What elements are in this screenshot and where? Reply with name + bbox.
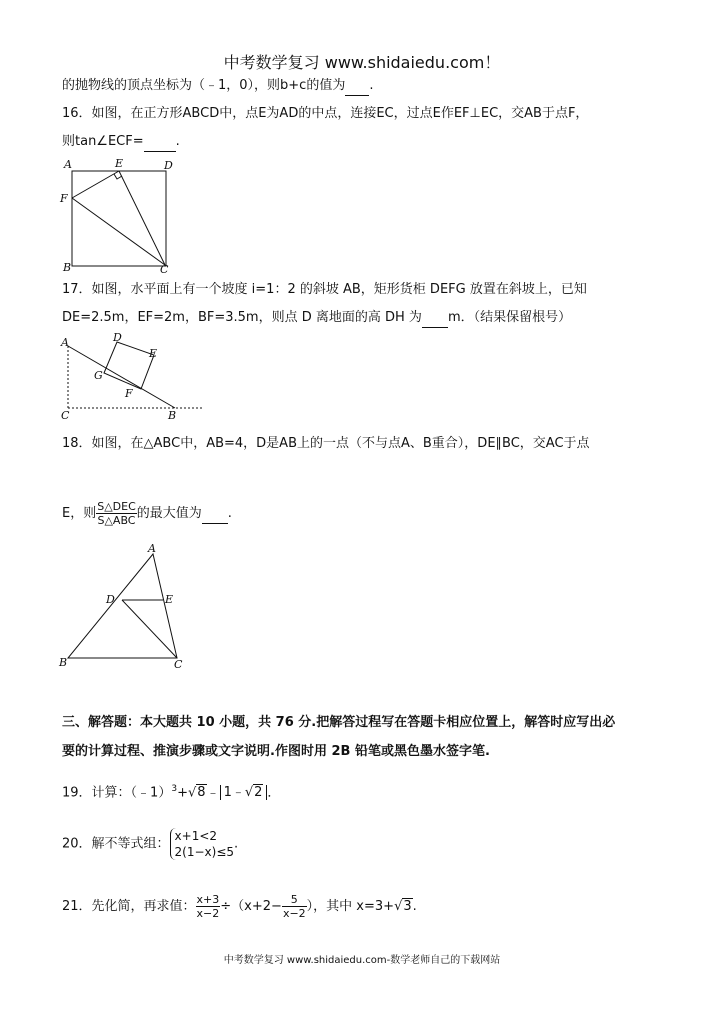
absolute-value: 1﹣√2: [220, 785, 268, 800]
segment-ec: [119, 171, 165, 265]
rectangle-defg: [104, 342, 154, 389]
triangle-abc: [68, 554, 177, 658]
label-d: D: [106, 593, 115, 606]
q18-line2: E，则 $\frac{\text{S△DEC}}{\text{S△ABC}}$ 的最大值为 .: [62, 500, 232, 527]
label-a: A: [148, 542, 156, 555]
segment-fc: [72, 198, 165, 265]
answer-blank: [202, 505, 228, 524]
section3-line1: 三、解答题：本大题共 10 小题，共 76 分.把解答过程写在答题卡相应位置上，解答时应写出必: [62, 715, 616, 730]
label-a: A: [61, 336, 69, 349]
q17-slope-figure: [58, 332, 208, 420]
label-e: E: [165, 593, 174, 606]
q17-line1: 17．如图，水平面上有一个坡度 i=1：2 的斜坡 AB，矩形货柜 DEFG 放置在斜坡上，已知: [62, 282, 587, 297]
page-header: 中考数学复习 www.shidaiedu.com！: [223, 53, 501, 72]
inequality-system: x+1<2 2(1−x)≤5: [170, 828, 234, 860]
sqrt-sign: √: [394, 899, 403, 914]
q17-line2: DE=2.5m，EF=2m，BF=3.5m，则点 D 离地面的高 DH 为 m．（结果保留根号）: [62, 309, 571, 328]
fraction-1: $\frac{x+3}{x-2}$: [196, 893, 220, 920]
segment-dc: [122, 600, 177, 658]
q21: 21．先化简，再求值： $\frac{x+3}{x-2}$ ÷（x+2− $\frac{5}{x-2}$ ），其中 x=3+√3.: [62, 893, 417, 920]
answer-blank: [144, 133, 176, 152]
q16-line1: 16．如图，在正方形ABCD中，点E为AD的中点，连接EC，过点E作EF⊥EC，交AB于点F，: [62, 106, 589, 121]
q19: 19．计算：（﹣1）$^3$+√8﹣ 1﹣√2 ．: [62, 784, 281, 801]
label-g: G: [94, 369, 103, 382]
slope-ab: [68, 346, 175, 408]
q16-square-figure: [58, 157, 178, 275]
section3-line2: 要的计算过程、推演步骤或文字说明.作图时用 2B 铅笔或黑色墨水签字笔.: [62, 744, 490, 759]
area-ratio-fraction: $\frac{\text{S△DEC}}{\text{S△ABC}}$: [97, 500, 136, 527]
page-footer: 中考数学复习 www.shidaiedu.com-数学老师自己的下载网站: [223, 955, 501, 966]
fraction-2: $\frac{5}{x-2}$: [282, 893, 306, 920]
label-b: B: [168, 409, 177, 420]
sqrt-sign: √: [244, 785, 254, 801]
answer-blank: [422, 309, 448, 328]
q18-line1: 18．如图，在△ABC中，AB=4，D是AB上的一点（不与点A、B重合），DE∥BC，交AC于点: [62, 436, 590, 451]
label-e: E: [149, 347, 158, 360]
segment-ef: [72, 171, 119, 198]
label-a: A: [64, 158, 72, 171]
q20: 20．解不等式组： x+1<2 2(1−x)≤5 .: [62, 829, 239, 859]
q15-tail: 的抛物线的顶点坐标为（﹣1，0），则b+c的值为 .: [62, 77, 373, 96]
label-c: C: [160, 263, 169, 275]
label-c: C: [61, 409, 70, 420]
label-c: C: [174, 658, 183, 670]
sqrt-sign: √: [187, 785, 197, 801]
answer-blank: [345, 77, 369, 96]
label-e: E: [115, 157, 124, 170]
label-f: F: [125, 387, 133, 400]
label-b: B: [59, 656, 68, 669]
label-b: B: [63, 261, 72, 274]
label-f: F: [60, 192, 68, 205]
label-d: D: [164, 159, 173, 172]
q18-triangle-figure: [56, 542, 196, 670]
label-d: D: [113, 332, 122, 344]
q16-line2: 则tan∠ECF= .: [62, 133, 180, 152]
square-abcd: [72, 171, 166, 266]
